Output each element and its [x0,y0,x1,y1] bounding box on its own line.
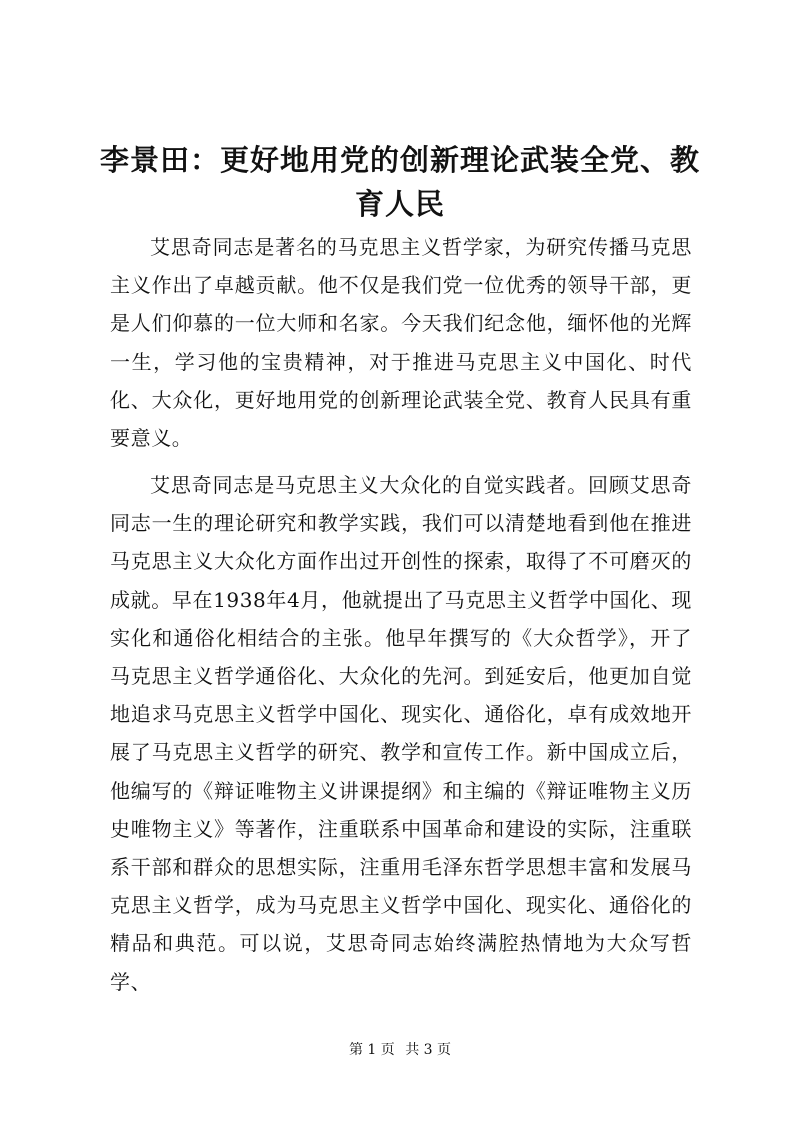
page-number: 第 1 页 [348,1042,395,1058]
page-total: 共 3 页 [405,1042,452,1058]
paragraph-2: 艾思奇同志是马克思主义大众化的自觉实践者。回顾艾思奇同志一生的理论研究和教学实践，我们可以清楚地看到他在推进马克思主义大众化方面作出过开创性的探索，取得了不可磨灭的成就。早在1938年4月，他就提出了马克思主义哲学中国化、现实化和通俗化相结合的主张。他早年撰写的《大众哲学》，开了马克思主义哲学通俗化、大众化的先河。到延安后，他更加自觉地追求马克思主义哲学中国化、现实化、通俗化，卓有成效地开展了马克思主义哲学的研究、教学和宣传工作。新中国成立后，他编写的《辩证唯物主义讲课提纲》和主编的《辩证唯物主义历史唯物主义》等著作，注重联系中国革命和建设的实际，注重联系干部和群众的思想实际，注重用毛泽东哲学思想丰富和发展马克思主义哲学，成为马克思主义哲学中国化、现实化、通俗化的精品和典范。可以说，艾思奇同志始终满腔热情地为大众写哲学、 [110,473,692,994]
paragraph-1: 艾思奇同志是著名的马克思主义哲学家，为研究传播马克思主义作出了卓越贡献。他不仅是我们党一位优秀的领导干部，更是人们仰慕的一位大师和名家。今天我们纪念他，缅怀他的光辉一生，学习他的宝贵精神，对于推进马克思主义中国化、时代化、大众化，更好地用党的创新理论武装全党、教育人民具有重要意义。 [110,235,692,451]
document-title: 李景田：更好地用党的创新理论武装全党、教育人民 [100,143,701,221]
page-footer [0,1040,800,1060]
